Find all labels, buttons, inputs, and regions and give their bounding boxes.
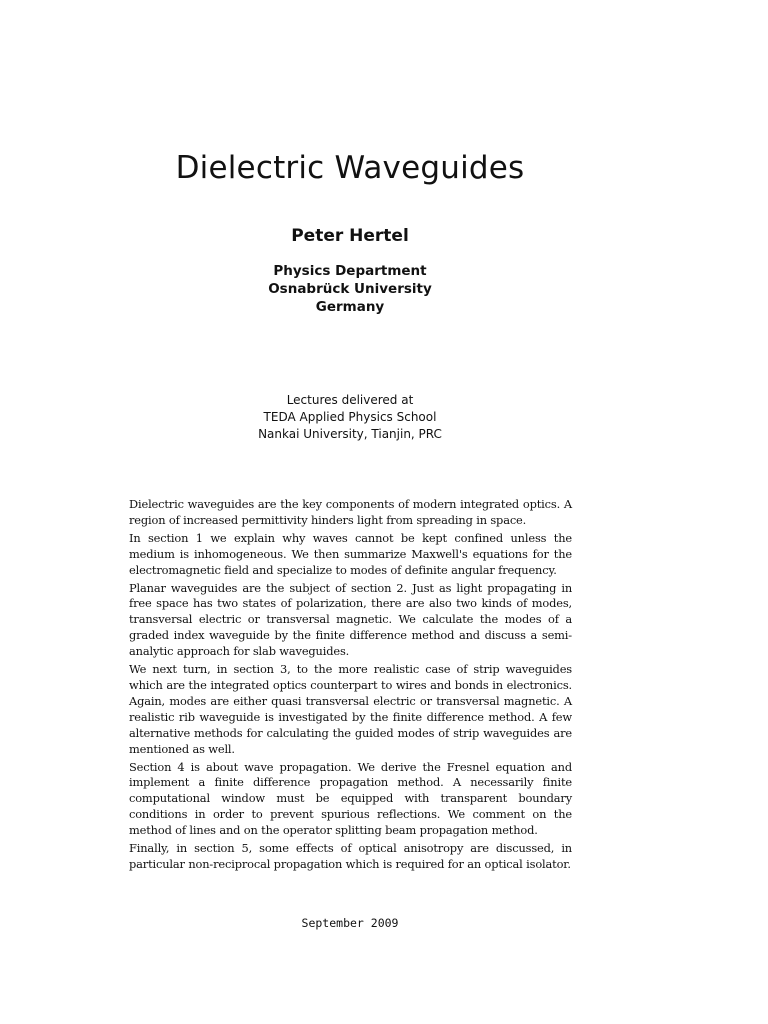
lectures-line-1: Lectures delivered at (286, 393, 414, 407)
abstract-paragraph-6: Finally, in section 5, some effects of optical anisotropy are discussed, in particular non-reciprocal propagation which is required for an optical isolator. (129, 841, 572, 871)
abstract-paragraph-4: We next turn, in section 3, to the more realistic case of strip waveguides which are the integrated optics counterpart to wires and bonds in electronics. Again, modes are either quasi transversal electric or transversal magnetic. A realistic rib waveguide is investigated by the finite difference method. A few alternative methods for calculating the guided modes of strip waveguides are mentioned as well. (129, 662, 572, 756)
lectures-block (0, 392, 700, 443)
abstract-paragraph-5: Section 4 is about wave propagation. We derive the Fresnel equation and implement a finite difference propagation method. A necessarily finite computational window must be equipped with transparent boundary conditions in order to prevent spurious reflections. We comment on the method of lines and on the operator splitting beam propagation method. (129, 759, 572, 838)
publication-date: September 2009 (301, 916, 399, 930)
abstract-paragraph-2: In section 1 we explain why waves cannot be kept confined unless the medium is inhomogeneous. We then summarize Maxwell's equations for the electromagnetic field and specialize to modes of definite angular frequency. (129, 530, 572, 577)
country: Germany (315, 299, 385, 315)
document-title: Dielectric Waveguides (175, 150, 525, 186)
abstract-paragraph-3: Planar waveguides are the subject of section 2. Just as light propagating in free space has two states of polarization, there are also two kinds of modes, transversal electric or transversal magnetic. We calculate the modes of a graded index waveguide by the finite difference method and discuss a semi-analytic approach for slab waveguides. (129, 580, 572, 659)
abstract (129, 497, 572, 875)
affiliation-block (0, 262, 700, 316)
lectures-line-2: TEDA Applied Physics School (263, 410, 437, 424)
author-name: Peter Hertel (291, 226, 409, 246)
lectures-line-3: Nankai University, Tianjin, PRC (258, 427, 442, 441)
department: Physics Department (273, 263, 427, 279)
university: Osnabrück University (268, 281, 432, 297)
abstract-paragraph-1: Dielectric waveguides are the key components of modern integrated optics. A region of increased permittivity hinders light from spreading in space. (129, 497, 572, 527)
